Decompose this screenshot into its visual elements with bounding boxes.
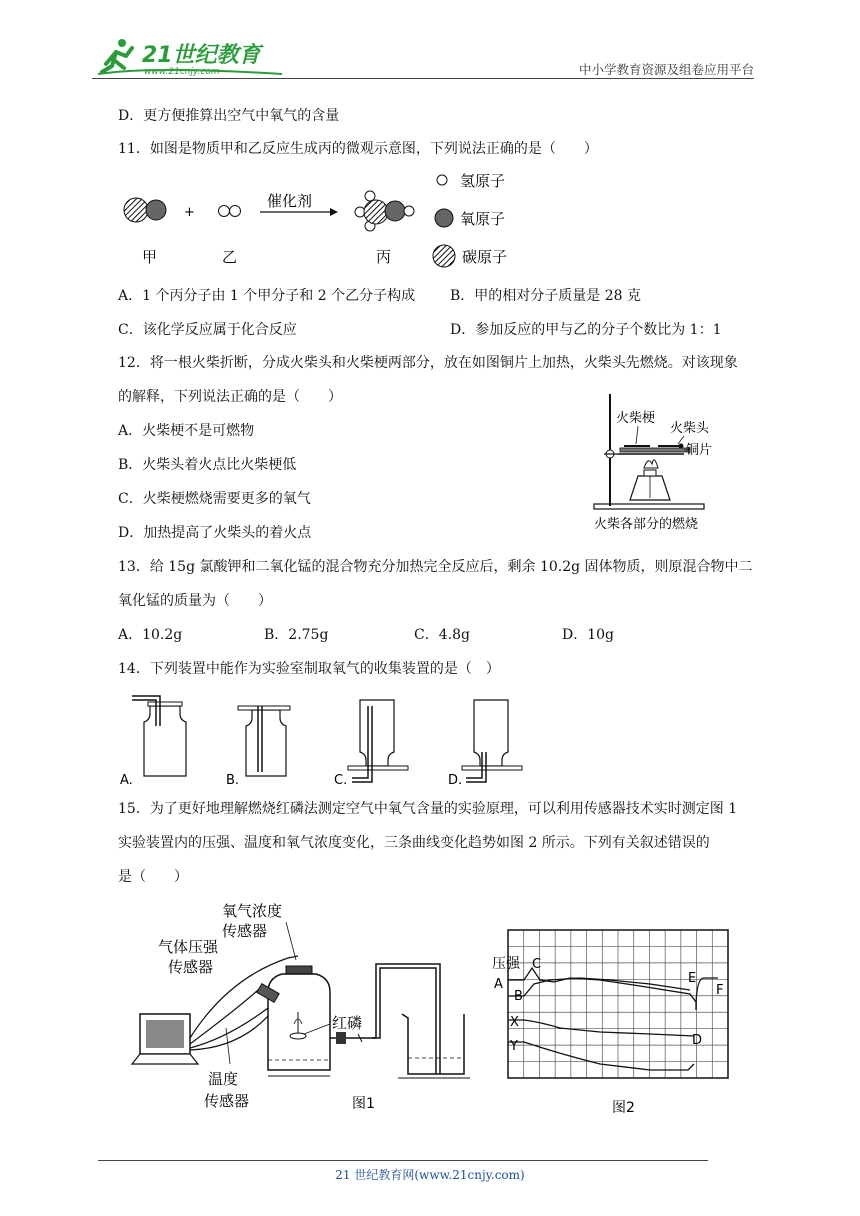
q11-molecule-diagram <box>112 166 532 274</box>
label-option-a: A. <box>120 773 133 788</box>
label-pressure: 压强 <box>492 956 520 972</box>
q15-figure2-sensor-curves <box>490 928 740 1120</box>
oxygen-legend-icon <box>435 209 453 227</box>
molecule-jia <box>124 198 166 222</box>
label-curve-x: X <box>510 1015 519 1030</box>
label-point-f: F <box>716 983 724 998</box>
label-point-e: E <box>688 971 697 986</box>
label-jia: 甲 <box>142 248 158 266</box>
q14-stem: 14．下列装置中能作为实验室制取氧气的收集装置的是（ ） <box>118 661 500 677</box>
grid <box>508 930 728 1078</box>
label-red-phosphorus: 红磷 <box>332 1014 363 1032</box>
label-bing: 丙 <box>376 248 392 266</box>
apparatus-d <box>462 700 522 782</box>
q12-option-d: D．加热提高了火柴头的着火点 <box>118 525 312 541</box>
q13-option-c: C．4.8g <box>414 627 470 643</box>
q12-option-c: C．火柴梗燃烧需要更多的氧气 <box>118 491 311 507</box>
logo-text: 21世纪教育 <box>142 43 261 68</box>
label-match-stick: 火柴梗 <box>616 411 656 426</box>
carbon-legend-icon <box>433 245 455 267</box>
q14-collection-apparatus-diagram <box>112 686 532 790</box>
header-divider <box>92 78 754 79</box>
q12-option-a: A．火柴梗不是可燃物 <box>118 423 255 439</box>
label-point-c: C <box>532 957 542 972</box>
q12-stem-line2: 的解释，下列说法正确的是（ ） <box>118 389 342 405</box>
label-match-head: 火柴头 <box>670 421 710 436</box>
apparatus-b <box>238 706 290 776</box>
molecule-bing <box>355 191 414 231</box>
label-copper-sheet: 铜片 <box>686 443 713 458</box>
q15-figure1-apparatus <box>118 898 478 1120</box>
oxygen-curve <box>508 1042 694 1070</box>
label-temp-sensor-1: 温度 <box>208 1070 239 1088</box>
apparatus-a <box>132 696 186 776</box>
figure1-caption: 图1 <box>352 1096 375 1112</box>
logo-url: www.21cnjy.com <box>144 67 220 77</box>
label-pressure-sensor-2: 传感器 <box>168 958 214 976</box>
hydrogen-legend-icon <box>437 175 447 185</box>
q11-option-c: C．该化学反应属于化合反应 <box>118 322 297 338</box>
label-option-d: D. <box>448 773 463 788</box>
q12-figure-caption: 火柴各部分的燃烧 <box>594 517 699 532</box>
footer-divider <box>98 1160 708 1161</box>
catalyst-label: 催化剂 <box>267 192 313 210</box>
q13-stem-line1: 13．给 15g 氯酸钾和二氧化锰的混合物充分加热完全反应后，剩余 10.2g 固体物质，则原混合物中二 <box>118 559 753 575</box>
q13-option-d: D．10g <box>562 627 615 643</box>
q13-option-a: A．10.2g <box>118 627 183 643</box>
label-yi: 乙 <box>222 248 238 266</box>
apparatus-c <box>348 700 408 782</box>
label-pressure-sensor-1: 气体压强 <box>158 938 219 956</box>
runner-logo-icon <box>92 34 292 80</box>
label-o2-sensor-2: 传感器 <box>222 922 268 940</box>
q11-option-d: D．参加反应的甲与乙的分子个数比为 1：1 <box>450 322 722 338</box>
label-curve-y: Y <box>510 1039 518 1054</box>
x-curve <box>508 1020 694 1036</box>
q10-option-d: D．更方便推算出空气中氧气的含量 <box>118 108 340 124</box>
label-temp-sensor-2: 传感器 <box>204 1092 250 1110</box>
q11-option-a: A．1 个丙分子由 1 个甲分子和 2 个乙分子构成 <box>118 288 416 304</box>
header-platform-title: 中小学教育资源及组卷应用平台 <box>578 62 754 77</box>
q13-stem-line2: 氧化锰的质量为（ ） <box>118 593 272 609</box>
plus-sign: + <box>184 205 195 220</box>
q12-stem-line1: 12．将一根火柴折断，分成火柴头和火柴梗两部分，放在如图铜片上加热，火柴头先燃烧。对该现象 <box>118 355 738 371</box>
q13-option-b: B．2.75g <box>264 627 329 643</box>
site-logo <box>92 34 292 80</box>
label-o2-sensor-1: 氧气浓度 <box>222 902 283 920</box>
figure2-caption: 图2 <box>612 1100 635 1116</box>
molecule-yi <box>219 206 241 217</box>
q15-stem-line2: 实验装置内的压强、温度和氧气浓度变化，三条曲线变化趋势如图 2 所示。下列有关叙述错误的 <box>118 835 710 851</box>
label-point-b: B <box>514 989 523 1004</box>
q11-stem: 11．如图是物质甲和乙反应生成丙的微观示意图，下列说法正确的是（ ） <box>118 141 598 157</box>
q15-stem-line3: 是（ ） <box>118 869 188 885</box>
label-option-c: C. <box>334 773 348 788</box>
q15-stem-line1: 15．为了更好地理解燃烧红磷法测定空气中氧气含量的实验原理，可以利用传感器技术实时测定图 1 <box>118 801 738 817</box>
laptop-icon <box>132 1014 198 1064</box>
q12-option-b: B．火柴头着火点比火柴梗低 <box>118 457 297 473</box>
legend-carbon: 碳原子 <box>462 248 508 266</box>
temperature-curve <box>508 978 690 996</box>
legend-oxygen: 氧原子 <box>460 210 506 228</box>
label-point-a: A <box>494 977 503 992</box>
q12-match-heating-diagram <box>588 388 738 534</box>
label-option-b: B. <box>226 773 240 788</box>
q11-option-b: B．甲的相对分子质量是 28 克 <box>450 288 642 304</box>
legend-hydrogen: 氢原子 <box>460 172 506 190</box>
footer-site: 21 世纪教育网(www.21cnjy.com) <box>335 1168 525 1182</box>
label-point-d: D <box>692 1033 703 1048</box>
